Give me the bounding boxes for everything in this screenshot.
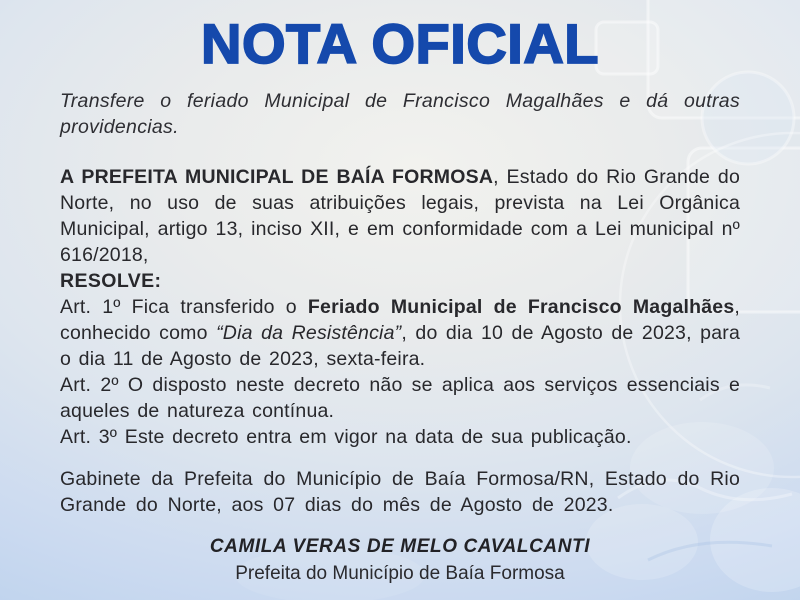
article-1 [60, 294, 740, 372]
closing-paragraph: Gabinete da Prefeita do Município de Baía Formosa/RN, Estado do Rio Grande do Norte, aos 07 dias do mês de Agosto de 2023. [60, 467, 740, 516]
document-title: NOTA OFICIAL [201, 12, 599, 75]
article-3: Art. 3º Este decreto entra em vigor na data de sua publicação. [60, 425, 632, 448]
preamble-authority: A PREFEITA MUNICIPAL DE BAÍA FORMOSA [60, 165, 494, 188]
resolve-label: RESOLVE: [60, 269, 162, 292]
signature-name: CAMILA VERAS DE MELO CAVALCANTI [209, 535, 591, 557]
article-2: Art. 2º O disposto neste decreto não se aplica aos serviços essenciais e aqueles de natureza contínua. [60, 373, 740, 422]
article-1-holiday-name: Feriado Municipal de Francisco Magalhães [307, 295, 735, 318]
signature-block [60, 536, 740, 585]
article-1-nickname: “Dia da Resistência” [216, 321, 402, 344]
signature-role: Prefeita do Município de Baía Formosa [235, 562, 565, 584]
article-1-mid: , conhecido como [60, 295, 741, 344]
article-1-prefix: Art. 1º Fica transferido o [60, 295, 308, 318]
article-1-suffix: , do dia 10 de Agosto de 2023, para o dia 11 de Agosto de 2023, sexta-feira. [60, 321, 740, 370]
preamble-paragraph [60, 164, 740, 268]
preamble-rest: , Estado do Rio Grande do Norte, no uso de suas atribuições legais, prevista na Lei Orgânica Municipal, artigo 13, inciso XII, e em conformidade com a Lei municipal nº 616/2018, [60, 165, 740, 266]
document-summary: Transfere o feriado Municipal de Francisco Magalhães e dá outras providencias. [60, 89, 740, 138]
